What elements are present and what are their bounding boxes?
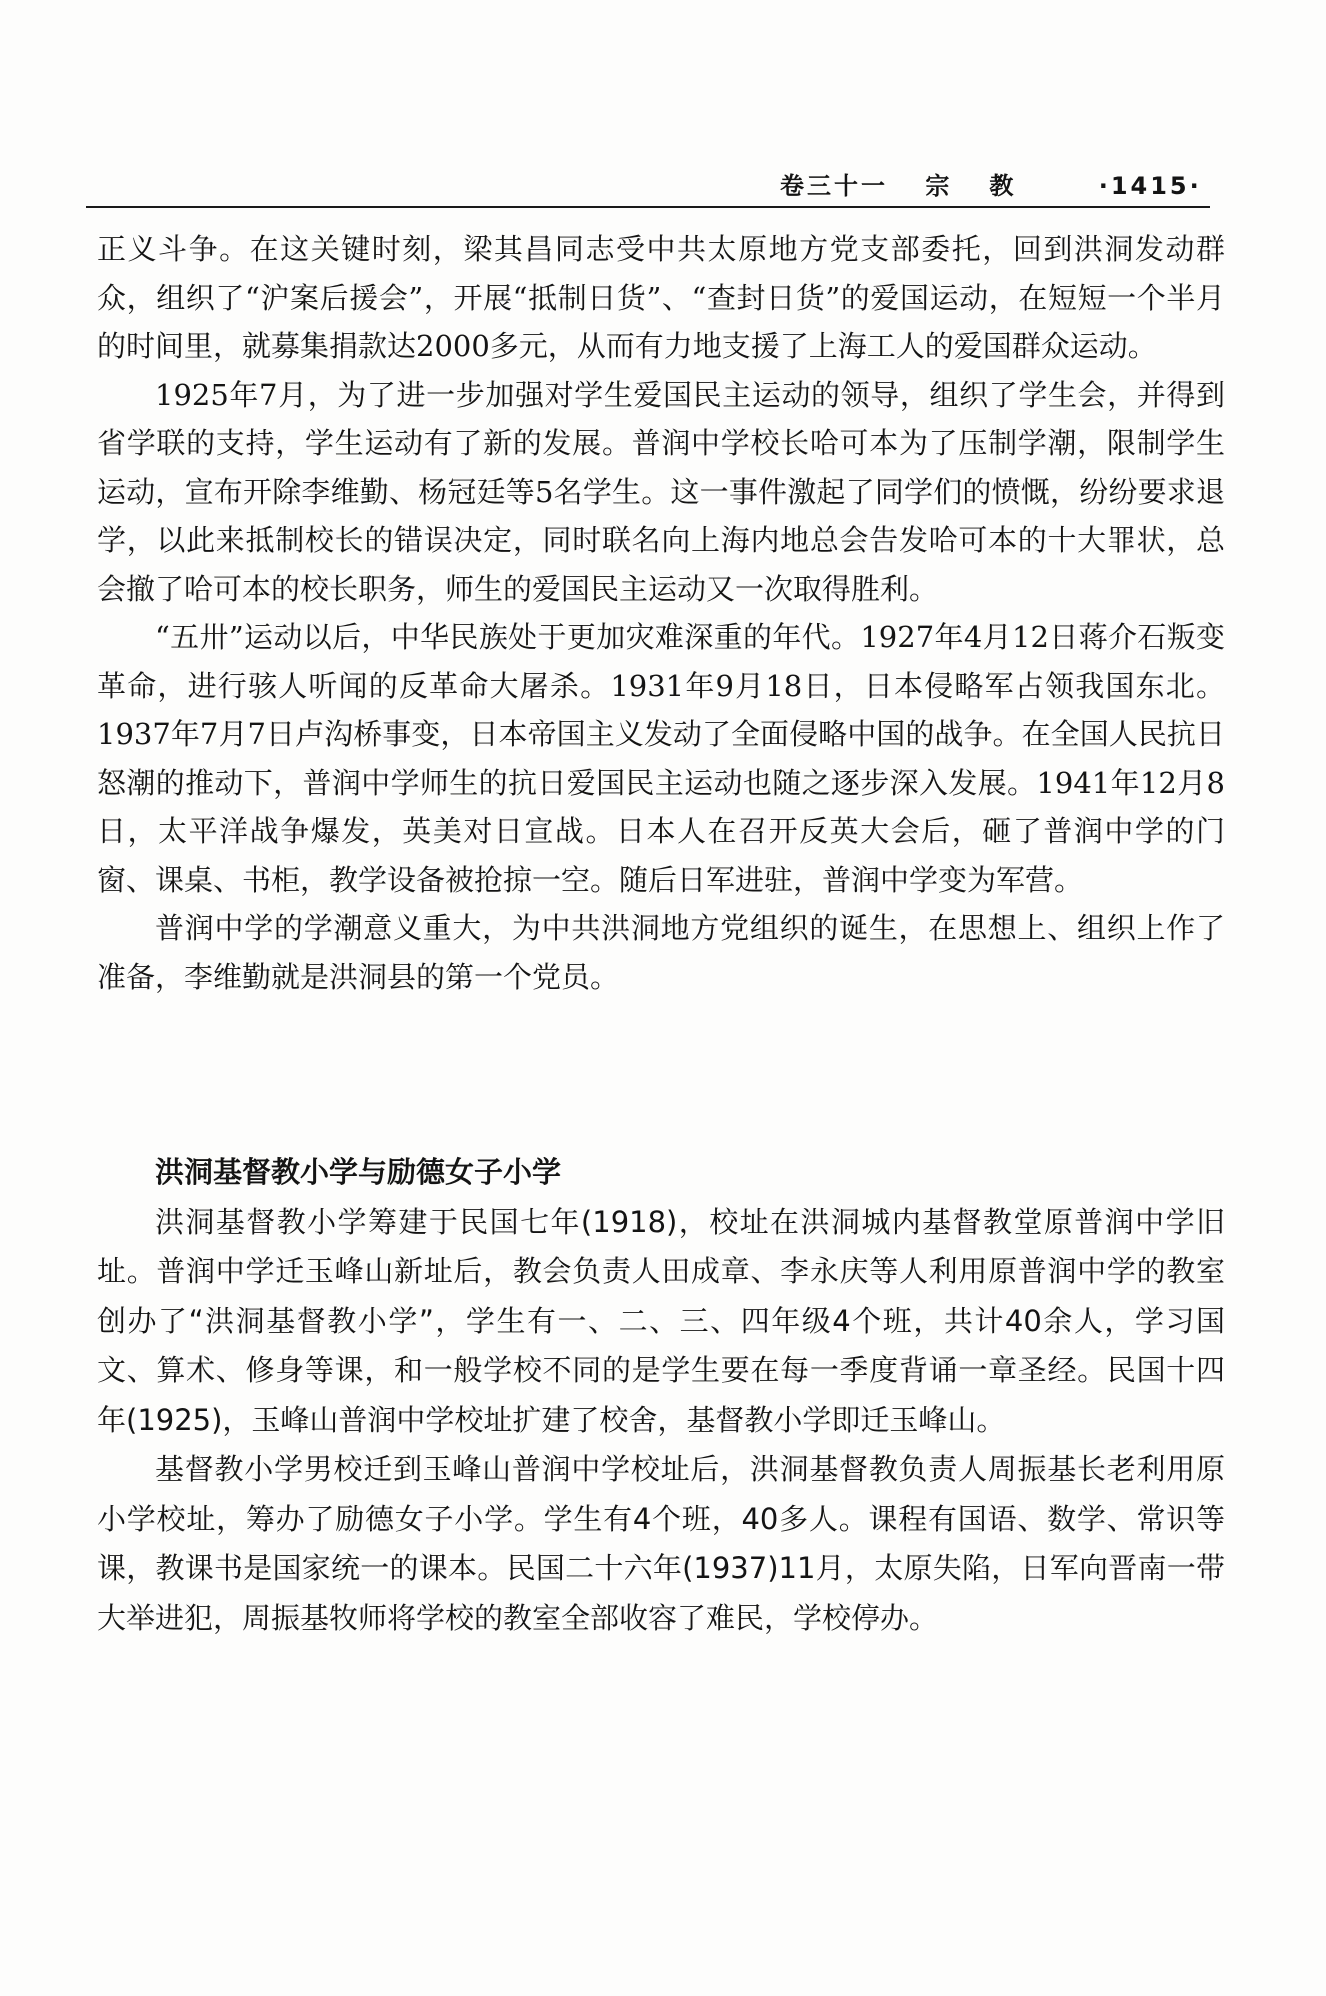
main-text	[97, 225, 1225, 1001]
paragraph-significance: 普润中学的学潮意义重大，为中共洪洞地方党组织的诞生，在思想上、组织上作了准备，李维勤就是洪洞县的第一个党员。	[97, 911, 1225, 994]
paragraph-lide-girls-school: 基督教小学男校迁到玉峰山普润中学校址后，洪洞基督教负责人周振基长老利用原小学校址，筹办了励德女子小学。学生有4个班，40多人。课程有国语、数学、常识等课，教课书是国家统一的课本。民国二十六年(1937)11月，太原失陷，日军向晋南一带大举进犯，周振基牧师将学校的教室全部收容了难民，学校停办。	[97, 1452, 1225, 1635]
school-section	[97, 1148, 1225, 1643]
paragraph-1925: 1925年7月，为了进一步加强对学生爱国民主运动的领导，组织了学生会，并得到省学联的支持，学生运动有了新的发展。普润中学校长哈可本为了压制学潮，限制学生运动，宣布开除李维勤、杨冠廷等5名学生。这一事件激起了同学们的愤慨，纷纷要求退学，以此来抵制校长的错误决定，同时联名向上海内地总会告发哈可本的十大罪状，总会撤了哈可本的校长职务，师生的爱国民主运动又一次取得胜利。	[97, 377, 1225, 606]
running-head	[780, 166, 1200, 206]
volume-label: 卷三十一	[780, 172, 888, 200]
header-rule	[86, 206, 1210, 208]
page-number: ·1415·	[1098, 172, 1202, 200]
paragraph-continuation: 正义斗争。在这关键时刻，梁其昌同志受中共太原地方党支部委托，回到洪洞发动群众，组织了“沪案后援会”，开展“抵制日货”、“查封日货”的爱国运动，在短短一个半月的时间里，就募集捐款达2000多元，从而有力地支援了上海工人的爱国群众运动。	[97, 232, 1225, 363]
section-label: 宗教	[925, 172, 1054, 200]
section-heading: 洪洞基督教小学与励德女子小学	[155, 1155, 562, 1189]
paragraph-christian-school: 洪洞基督教小学筹建于民国七年(1918)，校址在洪洞城内基督教堂原普润中学旧址。普润中学迁玉峰山新址后，教会负责人田成章、李永庆等人利用原普润中学的教室创办了“洪洞基督教小学”，学生有一、二、三、四年级4个班，共计40余人，学习国文、算术、修身等课，和一般学校不同的是学生要在每一季度背诵一章圣经。民国十四年(1925)，玉峰山普润中学校址扩建了校舍，基督教小学即迁玉峰山。	[97, 1204, 1225, 1437]
paragraph-wusa: “五卅”运动以后，中华民族处于更加灾难深重的年代。1927年4月12日蒋介石叛变革命，进行骇人听闻的反革命大屠杀。1931年9月18日，日本侵略军占领我国东北。1937年7月7日卢沟桥事变，日本帝国主义发动了全面侵略中国的战争。在全国人民抗日怒潮的推动下，普润中学师生的抗日爱国民主运动也随之逐步深入发展。1941年12月8日，太平洋战争爆发，英美对日宣战。日本人在召开反英大会后，砸了普润中学的门窗、课桌、书柜，教学设备被抢掠一空。随后日军进驻，普润中学变为军营。	[97, 620, 1226, 897]
